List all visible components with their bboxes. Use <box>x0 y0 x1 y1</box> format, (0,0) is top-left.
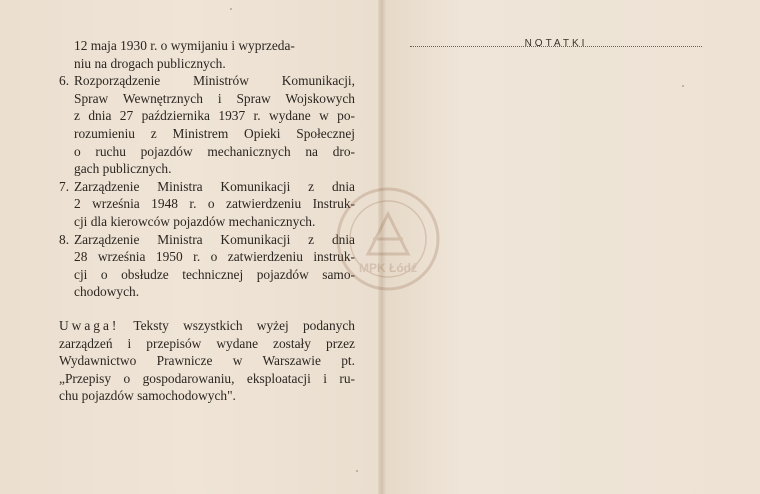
list-item-7 <box>59 178 355 231</box>
item-number: 7. <box>59 178 70 194</box>
paper-speck <box>682 85 684 87</box>
note-line: zarządzeń i przepisów wydane zostały przez <box>59 335 355 351</box>
paper-speck <box>356 470 358 472</box>
left-page-text <box>59 37 355 405</box>
paragraph-gap <box>59 301 355 317</box>
notes-title: NOTATKI <box>524 38 588 49</box>
item-line: cji dla kierowców pojazdów mechanicznych. <box>74 213 316 229</box>
note-first-line <box>59 317 355 335</box>
stamp-text: MPK Łódź <box>359 261 417 275</box>
item-line: Zarządzenie Ministra Komunikacji z dnia <box>74 178 355 194</box>
notes-header <box>410 33 702 51</box>
note-line: Teksty wszystkich wyżej podanych <box>133 317 356 333</box>
note-line: Wydawnictwo Prawnicze w Warszawie pt. <box>59 353 355 369</box>
item-number: 6. <box>59 73 70 89</box>
note-line: chu pojazdów samochodowych". <box>59 388 236 404</box>
paper-speck <box>230 8 232 10</box>
item-line: chodowych. <box>74 284 140 300</box>
item-line: 2 września 1948 r. o zatwierdzeniu Instruk- <box>74 196 355 212</box>
item-line: Rozporządzenie Ministrów Komunikacji, <box>74 73 355 89</box>
list-item-8 <box>59 231 355 301</box>
item-line: o ruchu pojazdów mechanicznych na dro- <box>74 143 355 159</box>
note-line: „Przepisy o gospodarowaniu, eksploatacji i ru- <box>59 370 355 386</box>
item-line: gach publicznych. <box>74 161 172 177</box>
item-line: cji o obsłudze technicznej pojazdów samo- <box>74 266 355 282</box>
item-number: 8. <box>59 231 70 247</box>
item-line: 28 września 1950 r. o zatwierdzeniu instruk- <box>74 249 355 265</box>
item-line: rozumieniu z Ministrem Opieki Społecznej <box>74 125 355 141</box>
item-line: z dnia 27 października 1937 r. wydane w po- <box>74 108 355 124</box>
item-line: Zarządzenie Ministra Komunikacji z dnia <box>74 231 355 247</box>
note-label: Uwaga! <box>59 317 120 333</box>
list-item-6 <box>59 72 355 178</box>
continuation-line: niu na drogach publicznych. <box>74 55 226 71</box>
note-paragraph <box>59 317 355 405</box>
library-stamp-watermark <box>333 184 443 294</box>
notes-rule <box>410 46 702 47</box>
continuation-line: 12 maja 1930 r. o wymijaniu i wyprzeda- <box>74 38 295 53</box>
item-line: Spraw Wewnętrznych i Spraw Wojskowych <box>74 90 355 106</box>
